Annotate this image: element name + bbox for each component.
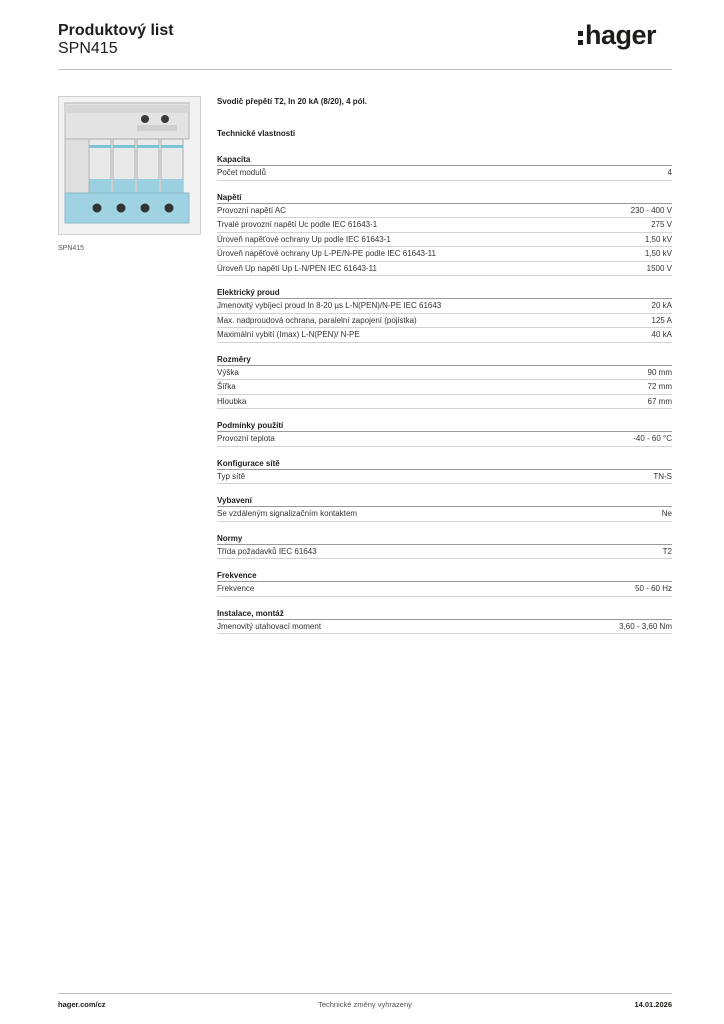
property-row: [217, 470, 672, 485]
property-label: Výška: [217, 367, 239, 377]
property-label: Třída požadavků IEC 61643: [217, 546, 317, 556]
section-title: Instalace, montáž: [217, 607, 672, 620]
property-label: Provozní napětí AC: [217, 205, 286, 215]
logo-text: hager: [584, 20, 656, 50]
footer-note: Technické změny vyhrazeny: [318, 1000, 412, 1009]
product-image: [58, 96, 201, 235]
property-value: 67 mm: [647, 396, 672, 406]
property-row: [217, 432, 672, 447]
hager-logo: [578, 20, 656, 51]
property-row: [217, 247, 672, 262]
property-section: [217, 419, 672, 447]
property-section: [217, 353, 672, 410]
property-value: 20 kA: [651, 301, 672, 310]
section-title: Frekvence: [217, 569, 672, 582]
property-value: 230 - 400 V: [630, 205, 672, 215]
property-value: T2: [662, 546, 672, 556]
property-row: [217, 218, 672, 233]
product-content: [217, 97, 672, 644]
property-value: 125 A: [651, 315, 672, 325]
property-value: 90 mm: [647, 367, 672, 377]
property-row: [217, 262, 672, 277]
footer-date: 14.01.2026: [634, 1000, 672, 1009]
property-value: 4: [667, 168, 672, 177]
property-value: -40 - 60 °C: [633, 434, 672, 443]
surge-arrester-icon: [59, 97, 200, 234]
property-section: [217, 191, 672, 277]
section-title: Kapacita: [217, 153, 672, 166]
property-row: [217, 328, 672, 343]
property-label: Frekvence: [217, 584, 255, 593]
property-row: [217, 620, 672, 635]
property-row: [217, 366, 672, 381]
property-section: [217, 607, 672, 635]
property-row: [217, 545, 672, 560]
properties-title: Technické vlastnosti: [217, 129, 296, 138]
property-value: 40 kA: [651, 330, 672, 339]
property-value: 1500 V: [646, 263, 672, 273]
property-label: Typ sítě: [217, 471, 246, 481]
image-caption: SPN415: [58, 245, 85, 252]
page-footer: [58, 993, 672, 1013]
section-title: Rozměry: [217, 353, 672, 366]
property-label: Jmenovitý vybíjecí proud In 8-20 µs L-N(PEN)/N-PE IEC 61643: [217, 301, 442, 310]
property-label: Hloubka: [217, 396, 247, 406]
property-value: TN-S: [653, 471, 672, 481]
section-title: Podmínky použití: [217, 419, 672, 432]
property-value: 275 V: [651, 220, 672, 229]
property-value: Ne: [661, 509, 672, 518]
property-value: 50 - 60 Hz: [635, 584, 672, 593]
property-section: [217, 569, 672, 597]
property-row: [217, 582, 672, 597]
page-title: Produktový list: [58, 22, 174, 39]
property-row: [217, 233, 672, 248]
property-label: Úroveň napěťové ochrany Up L-PE/N-PE podle IEC 61643-11: [217, 249, 436, 258]
section-title: Konfigurace sítě: [217, 457, 672, 470]
property-section: [217, 153, 672, 181]
property-label: Šířka: [217, 382, 236, 391]
property-section: [217, 286, 672, 343]
property-label: Jmenovitý utahovací moment: [217, 621, 322, 631]
property-label: Trvalé provozní napětí Uc podle IEC 61643-1: [217, 220, 378, 229]
logo-dots-icon: [578, 31, 583, 45]
property-label: Maximální vybití (Imax) L-N(PEN)/ N-PE: [217, 330, 360, 339]
property-value: 72 mm: [647, 382, 672, 391]
property-row: [217, 314, 672, 329]
property-row: [217, 395, 672, 410]
property-value: 1,50 kV: [644, 234, 672, 244]
property-value: 3,60 - 3,60 Nm: [619, 621, 672, 631]
page-header: [58, 20, 672, 70]
properties-sections: [217, 153, 672, 634]
section-title: Napětí: [217, 191, 672, 204]
property-label: Max. nadproudová ochrana, paralelní zapojení (pojistka): [217, 315, 417, 325]
property-label: Úroveň napěťové ochrany Up podle IEC 61643-1: [217, 234, 391, 244]
product-code: SPN415: [58, 40, 118, 57]
product-description: Svodič přepětí T2, In 20 kA (8/20), 4 pól.: [217, 97, 367, 106]
property-row: [217, 166, 672, 181]
property-section: [217, 457, 672, 485]
section-title: Normy: [217, 532, 672, 545]
property-section: [217, 494, 672, 522]
property-label: Úroveň Up napětí Up L-N/PEN IEC 61643-11: [217, 263, 377, 273]
property-row: [217, 380, 672, 395]
property-row: [217, 204, 672, 219]
property-label: Počet modulů: [217, 168, 266, 177]
property-value: 1,50 kV: [644, 249, 672, 258]
property-row: [217, 507, 672, 522]
property-row: [217, 299, 672, 314]
footer-website: hager.com/cz: [58, 1000, 106, 1009]
section-title: Vybavení: [217, 494, 672, 507]
property-label: Provozní teplota: [217, 434, 275, 443]
property-label: Se vzdáleným signalizačním kontaktem: [217, 509, 358, 518]
section-title: Elektrický proud: [217, 286, 672, 299]
property-section: [217, 532, 672, 560]
